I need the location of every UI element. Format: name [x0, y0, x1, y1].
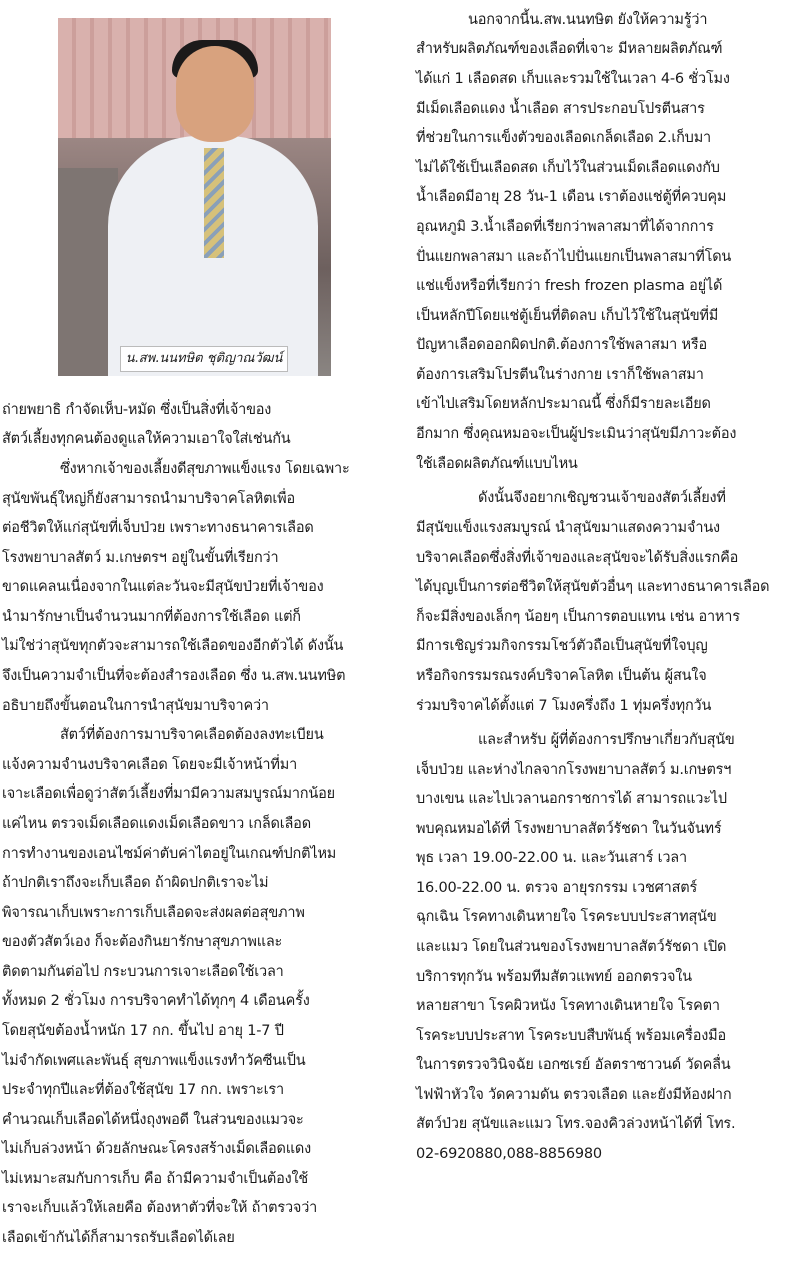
text-line: โรคระบบประสาท โรคระบบสืบพันธุ์ พร้อมเครื่องมือ — [416, 1028, 726, 1044]
text-line: จึงเป็นความจำเป็นที่จะต้องสำรองเลือด ซึ่ง น.สพ.นนทษิต — [2, 668, 346, 684]
text-line: อุณหภูมิ 3.น้ำเลือดที่เรียกว่าพลาสมาที่ได้จากการ — [416, 219, 714, 235]
text-line: หลายสาขา โรคผิวหนัง โรคทางเดินหายใจ โรคตา — [416, 998, 720, 1014]
text-line: อีกมาก ซึ่งคุณหมอจะเป็นผู้ประเมินว่าสุนัขมีภาวะต้อง — [416, 426, 737, 442]
text-line: เลือดเข้ากันได้ก็สามารถรับเลือดได้เลย — [2, 1230, 235, 1246]
text-line: ไฟฟ้าหัวใจ วัดความดัน ตรวจเลือด และยังมีห้องฝาก — [416, 1087, 732, 1103]
text-line: 02-6920880,088-8856980 — [416, 1146, 602, 1162]
photo-face — [176, 46, 254, 142]
text-line: ได้บุญเป็นการต่อชีวิตให้สุนัขตัวอื่นๆ และทางธนาคารเลือด — [416, 579, 770, 595]
text-line: และแมว โดยในส่วนของโรงพยาบาลสัตว์รัชดา เปิด — [416, 939, 727, 955]
text-line: โดยสุนัขต้องน้ำหนัก 17 กก. ขึ้นไป อายุ 1-7 ปี — [2, 1023, 284, 1039]
text-line: ไม่เหมาะสมกับการเก็บ คือ ถ้ามีความจำเป็นต้องใช้ — [2, 1171, 308, 1187]
text-line: ฉุกเฉิน โรคทางเดินหายใจ โรคระบบประสาทสุนัข — [416, 909, 717, 925]
text-line: ที่ช่วยในการแข็งตัวของเลือดเกล็ดเลือด 2.เก็บมา — [416, 130, 711, 146]
text-line: สำหรับผลิตภัณฑ์ของเลือดที่เจาะ มีหลายผลิตภัณฑ์ — [416, 41, 723, 57]
text-line: มีเม็ดเลือดแดง น้ำเลือด สารประกอบโปรตีนสาร — [416, 101, 705, 117]
text-line: พุธ เวลา 19.00-22.00 น. และวันเสาร์ เวลา — [416, 850, 687, 866]
text-line: ไม่ใช่ว่าสุนัขทุกตัวจะสามารถใช้เลือดของอีกตัวได้ ดังนั้น — [2, 638, 344, 654]
portrait-photo — [58, 18, 331, 376]
text-line: ไม่จำกัดเพศและพันธุ์ สุขภาพแข็งแรงทำวัคซีนเป็น — [2, 1053, 306, 1069]
text-line: ร่วมบริจาคได้ตั้งแต่ 7 โมงครึ่งถึง 1 ทุ่มครึ่งทุกวัน — [416, 698, 712, 714]
text-line: เป็นหลักปีโดยแช่ตู้เย็นที่ติดลบ เก็บไว้ใช้ในสุนัขที่มี — [416, 308, 719, 324]
text-line: ซึ่งหากเจ้าของเลี้ยงดีสุขภาพแข็งแรง โดยเฉพาะ — [60, 461, 350, 477]
text-line: สัตว์ที่ต้องการมาบริจาคเลือดต้องลงทะเบียน — [60, 727, 324, 743]
text-line: สุนัขพันธุ์ใหญ่ก็ยังสามารถนำมาบริจาคโลหิตเพื่อ — [2, 491, 295, 507]
text-line: ไม่ได้ใช้เป็นเลือดสด เก็บไว้ในส่วนเม็ดเลือดแดงกับ — [416, 160, 720, 176]
text-line: ทั้งหมด 2 ชั่วโมง การบริจาคทำได้ทุกๆ 4 เดือนครั้ง — [2, 993, 310, 1009]
photo-caption: น.สพ.นนทษิต ชุติญาณวัฒน์ — [120, 346, 288, 372]
text-line: เจ็บป่วย และห่างไกลจากโรงพยาบาลสัตว์ ม.เกษตรฯ — [416, 762, 732, 778]
text-line: แช่แข็งหรือที่เรียกว่า fresh frozen plasma อยู่ได้ — [416, 278, 723, 294]
text-line: คำนวณเก็บเลือดได้หนึ่งถุงพอดี ในส่วนของแมวจะ — [2, 1112, 304, 1128]
text-line: บริจาคเลือดซึ่งสิ่งที่เจ้าของและสุนัขจะได้รับสิ่งแรกคือ — [416, 550, 739, 566]
text-line: บางเขน และไปเวลานอกราชการได้ สามารถแวะไป — [416, 791, 727, 807]
text-line: บริการทุกวัน พร้อมทีมสัตวแพทย์ ออกตรวจใน — [416, 969, 692, 985]
text-line: แค่ไหน ตรวจเม็ดเลือดแดงเม็ดเลือดขาว เกล็ดเลือด — [2, 816, 311, 832]
text-line: สัตว์ป่วย สุนัขและแมว โทร.จองคิวล่วงหน้าได้ที่ โทร. — [416, 1116, 736, 1132]
text-line: นอกจากนี้น.สพ.นนทษิต ยังให้ความรู้ว่า — [468, 12, 708, 28]
text-line: ติดตามกันต่อไป กระบวนการเจาะเลือดใช้เวลา — [2, 964, 284, 980]
text-line: โรงพยาบาลสัตว์ ม.เกษตรฯ อยู่ในขั้นที่เรียกว่า — [2, 550, 279, 566]
text-line: ต่อชีวิตให้แก่สุนัขที่เจ็บป่วย เพราะทางธนาคารเลือด — [2, 520, 314, 536]
text-line: พิจารณาเก็บเพราะการเก็บเลือดจะส่งผลต่อสุขภาพ — [2, 905, 305, 921]
text-line: ขาดแคลนเนื่องจากในแต่ละวันจะมีสุนัขป่วยที่เจ้าของ — [2, 579, 324, 595]
text-line: เราจะเก็บแล้วให้เลยคือ ต้องหาตัวที่จะให้ ถ้าตรวจว่า — [2, 1200, 318, 1216]
text-line: ดังนั้นจึงอยากเชิญชวนเจ้าของสัตว์เลี้ยงที่ — [478, 490, 726, 506]
text-line: ได้แก่ 1 เลือดสด เก็บและรวมใช้ในเวลา 4-6 ชั่วโมง — [416, 71, 730, 87]
text-line: น้ำเลือดมีอายุ 28 วัน-1 เดือน เราต้องแช่ตู้ที่ควบคุม — [416, 189, 727, 205]
text-line: ปัญหาเลือดออกผิดปกติ.ต้องการใช้พลาสมา หรือ — [416, 337, 707, 353]
text-line: เข้าไปเสริมโดยหลักประมาณนี้ ซึ่งก็มีรายละเอียด — [416, 396, 711, 412]
text-line: การทำงานของเอนไซม์ค่าตับค่าไตอยู่ในเกณฑ์ปกติไหม — [2, 846, 337, 862]
text-line: ก็จะมีสิ่งของเล็กๆ น้อยๆ เป็นการตอบแทน เช่น อาหาร — [416, 609, 740, 625]
text-line: หรือกิจกรรมรณรงค์บริจาคโลหิต เป็นต้น ผู้สนใจ — [416, 668, 707, 684]
text-line: พบคุณหมอได้ที่ โรงพยาบาลสัตว์รัชดา ในวันจันทร์ — [416, 821, 722, 837]
text-line: แจ้งความจำนงบริจาคเลือด โดยจะมีเจ้าหน้าที่มา — [2, 757, 298, 773]
text-line: 16.00-22.00 น. ตรวจ อายุรกรรม เวชศาสตร์ — [416, 880, 698, 896]
text-line: นำมารักษาเป็นจำนวนมากที่ต้องการใช้เลือด แต่ก็ — [2, 609, 301, 625]
text-line: ประจำทุกปีและที่ต้องใช้สุนัข 17 กก. เพราะเรา — [2, 1082, 284, 1098]
text-line: ไม่เก็บล่วงหน้า ด้วยลักษณะโครงสร้างเม็ดเลือดแดง — [2, 1141, 311, 1157]
photo-tie — [204, 148, 224, 258]
text-line: ปั่นแยกพลาสมา และถ้าไปปั่นแยกเป็นพลาสมาที่โดน — [416, 249, 732, 265]
text-line: เจาะเลือดเพื่อดูว่าสัตว์เลี้ยงที่มามีความสมบูรณ์มากน้อย — [2, 786, 335, 802]
text-line: มีการเชิญร่วมกิจกรรมโชว์ตัวถือเป็นสุนัขที่ใจบุญ — [416, 638, 708, 654]
text-line: สัตว์เลี้ยงทุกคนต้องดูแลให้ความเอาใจใส่เช่นกัน — [2, 431, 291, 447]
text-line: ในการตรวจวินิจฉัย เอกซเรย์ อัลตราซาวนด์ วัดคลื่น — [416, 1057, 731, 1073]
text-line: อธิบายถึงขั้นตอนในการนำสุนัขมาบริจาคว่า — [2, 698, 269, 714]
text-line: ถ้าปกติเราถึงจะเก็บเลือด ถ้าผิดปกติเราจะไม่ — [2, 875, 269, 891]
text-line: และสำหรับ ผู้ที่ต้องการปรึกษาเกี่ยวกับสุนัข — [478, 732, 735, 748]
text-line: มีสุนัขแข็งแรงสมบูรณ์ นำสุนัขมาแสดงความจำนง — [416, 520, 720, 536]
text-line: ใช้เลือดผลิตภัณฑ์แบบไหน — [416, 456, 578, 472]
text-line: ต้องการเสริมโปรตีนในร่างกาย เราก็ใช้พลาสมา — [416, 367, 704, 383]
text-line: ถ่ายพยาธิ กำจัดเห็บ-หมัด ซึ่งเป็นสิ่งที่เจ้าของ — [2, 402, 272, 418]
text-line: ของตัวสัตว์เอง ก็จะต้องกินยารักษาสุขภาพและ — [2, 934, 283, 950]
